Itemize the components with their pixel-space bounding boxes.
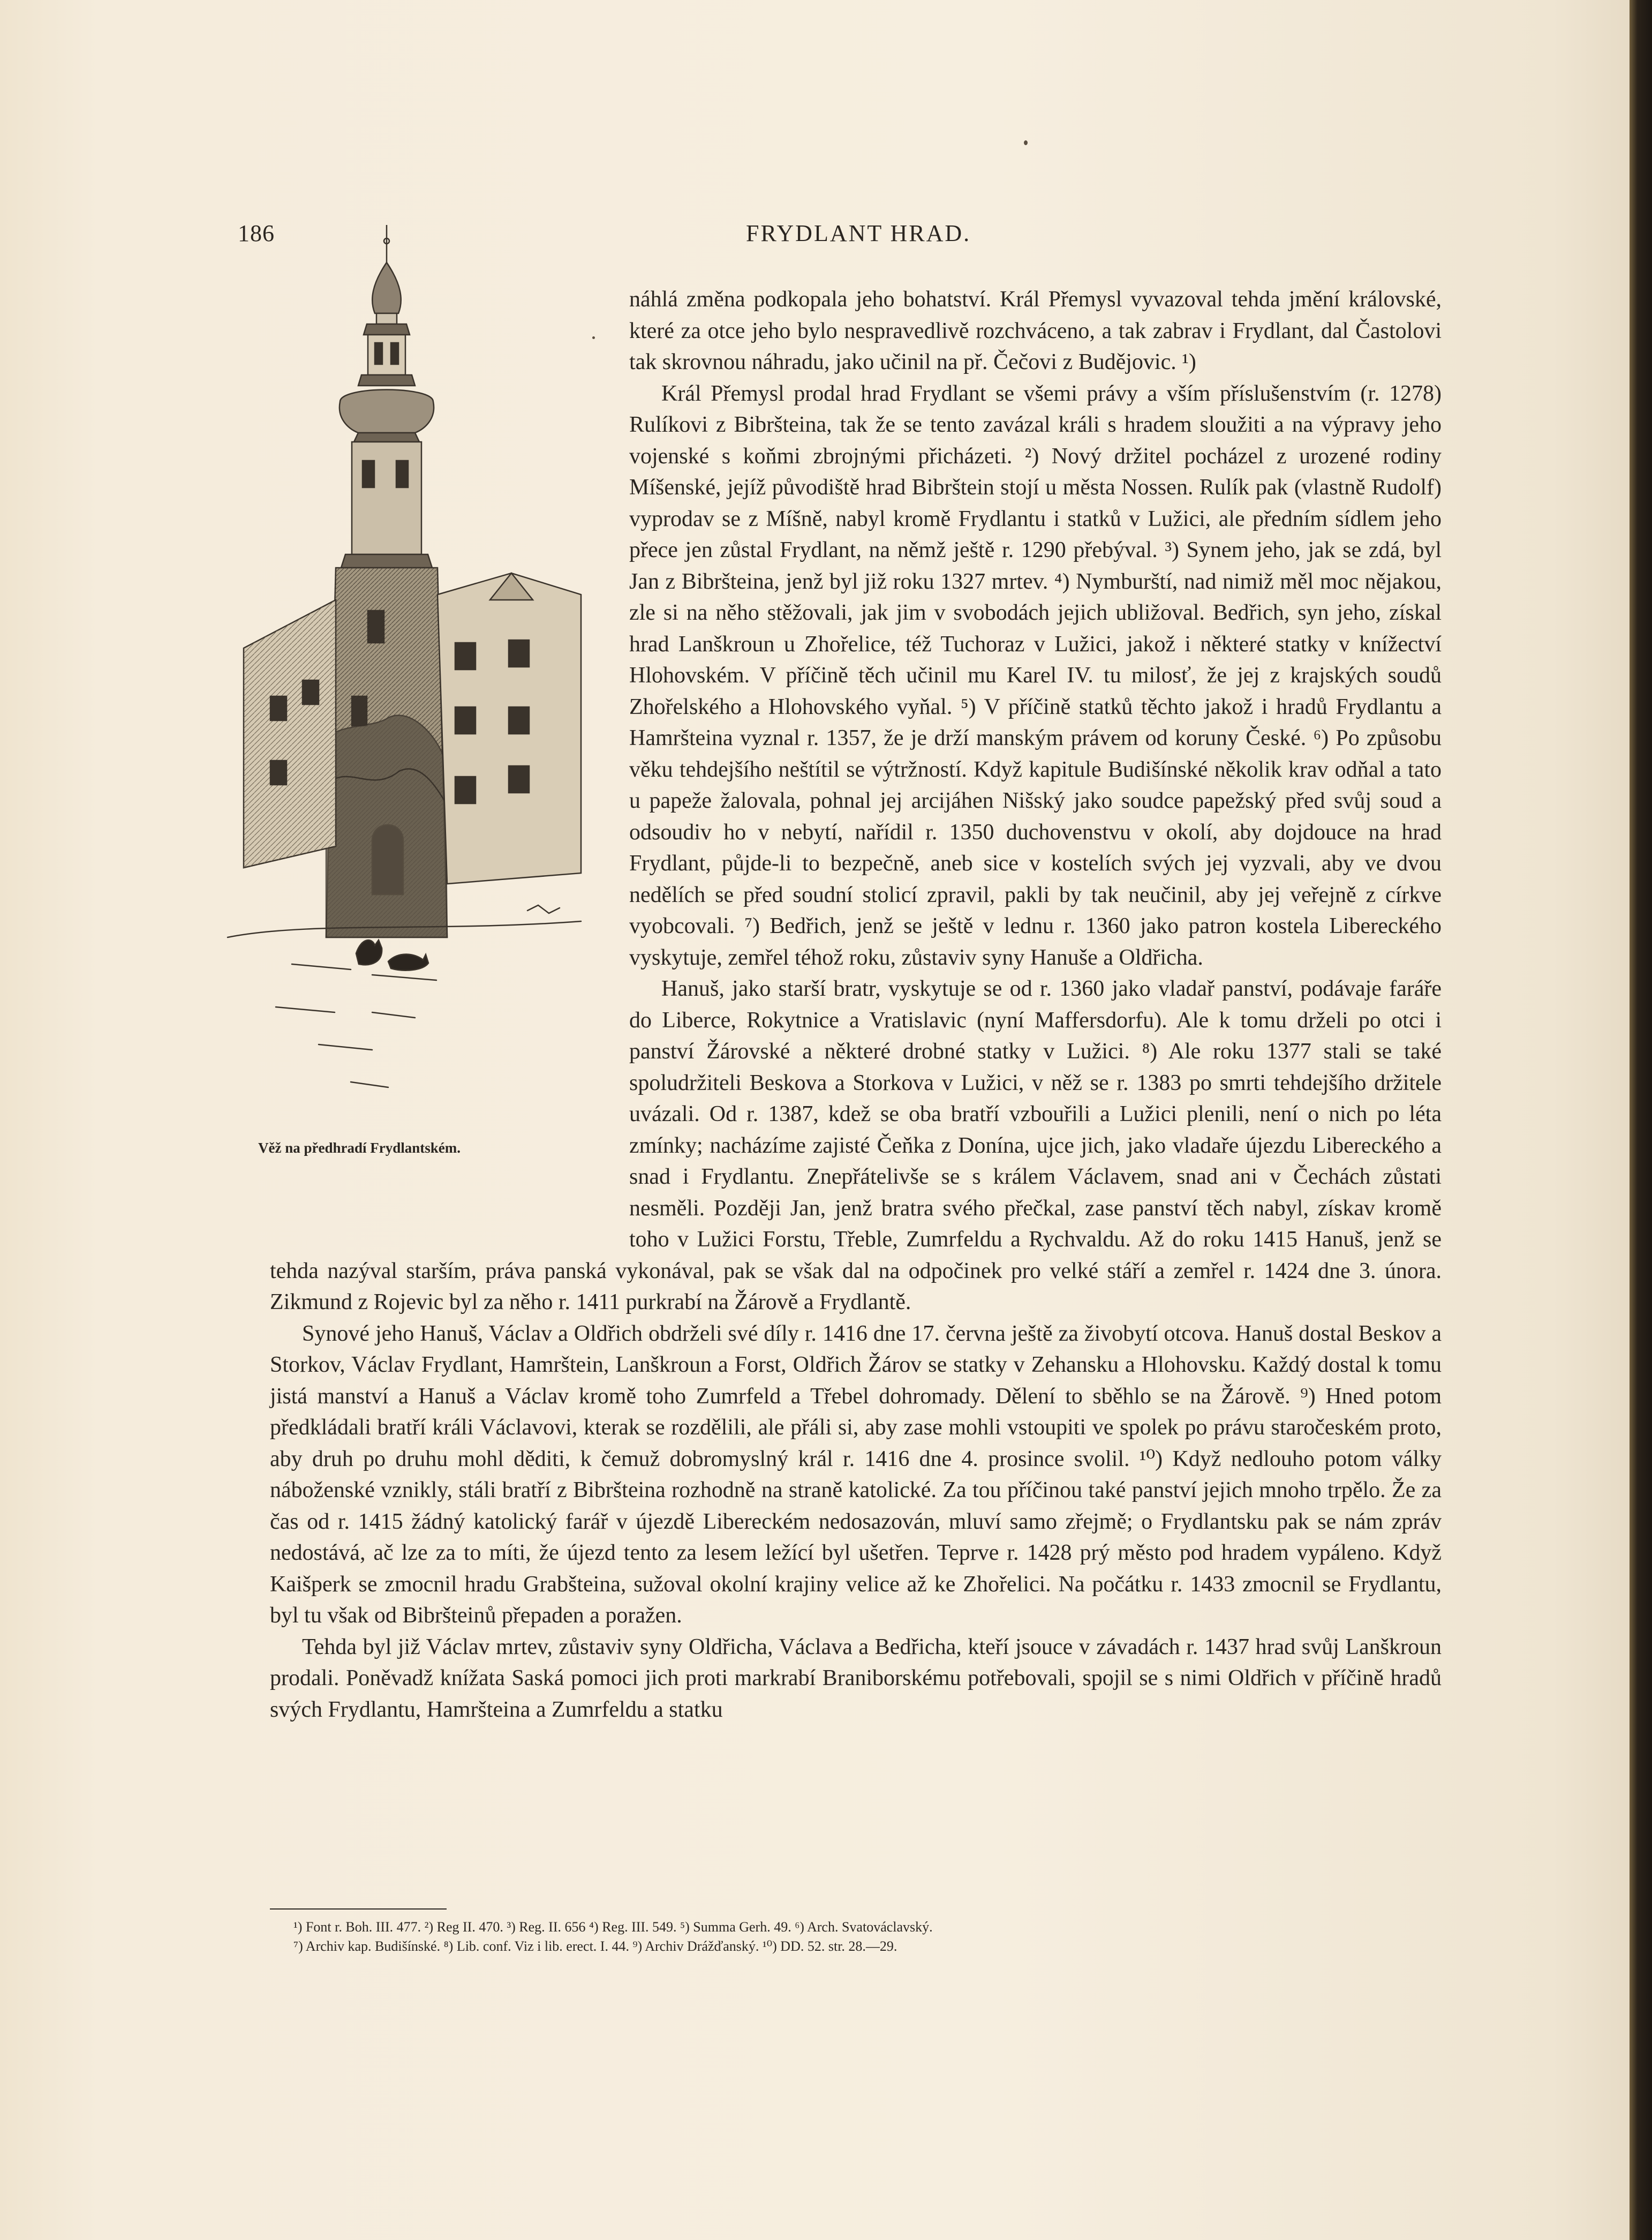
article-body	[270, 284, 1442, 1725]
page-number: 186	[238, 220, 275, 246]
footnote-line-1: ¹) Font r. Boh. III. 477. ²) Reg II. 470. ³) Reg. II. 656 ⁴) Reg. III. 549. ⁵) Summa Gerh. 49. ⁶) Arch. Svatováclavský.	[293, 1919, 933, 1935]
footnote-line-2: ⁷) Archiv kap. Budišínské. ⁸) Lib. conf. Viz i lib. erect. I. 44. ⁹) Archiv Drážďanský. ¹⁰) DD. 52. str. 28.—29.	[293, 1938, 897, 1954]
paragraph-4: Synové jeho Hanuš, Václav a Oldřich obdrželi své díly r. 1416 dne 17. června ještě za živobytí otcova. Hanuš dostal Beskov a Storkov, Václav Frydlant, Hamrštein, Lanškroun a Forst, Oldřich Žárov se statky v Zehansku a Hlohovsku. Každý dostal k tomu jistá manství a Hanuš a Václav kromě toho Zumrfeld a Třebel dohromady. Dělení to sběhlo se na Žárově. ⁹) Hned potom předkládali bratří králi Václavovi, kterak se rozdělili, ale přáli si, aby zase mohli vstoupiti ve spolek po právu staročeském proto, aby druh po druhu mohl děditi, k čemuž dobromyslný král r. 1416 dne 4. prosince svolil. ¹⁰) Když nedlouho potom války náboženské vznikly, stáli bratří z Bibršteina rozhodně na straně katolické. Za tou příčinou také panství jejich mnoho trpělo. Že za čas od r. 1415 žádný katolický farář v újezdě Libereckém nedosazován, mluví samo zřejmě; o Frydlantsku pak se nám zpráv nedostává, ač lze za to míti, že újezd tento za lesem ležící byl ušetřen. Teprve r. 1428 prý město pod hradem vypáleno. Když Kaišperk se zmocnil hradu Grabšteina, sužoval okolní krajiny velice až ke Zhořelici. Na počátku r. 1433 zmocnil se Frydlantu, byl tu však od Bibršteinů přepaden a poražen.	[270, 1321, 1442, 1628]
paragraph-1: náhlá změna podkopala jeho bohatství. Král Přemysl vyvazoval tehda jmění královské, které za otce jeho bylo nespravedlivě rozchváceno, a tak zabrav i Frydlant, dal Častolovi tak skrovnou náhradu, jako učinil na př. Čečovi z Budějovic. ¹)	[629, 287, 1442, 374]
running-head: FRYDLANT HRAD.	[746, 220, 971, 246]
footnote-rule	[270, 1908, 447, 1910]
figure-spacer	[270, 284, 629, 1243]
paragraph-3: Hanuš, jako starší bratr, vyskytuje se od r. 1360 jako vladař panství, podávaje faráře do Liberce, Rokytnice a Vratislavic (nyní Maffersdorfu). Ale k tomu drželi po otci i panství Žárovské a některé drobné statky v Lužici. ⁸) Ale roku 1377 stali se také spoludržiteli Beskova a Storkova v Lužici, v něž se r. 1383 po smrti tehdejšího držitele uvázali. Od r. 1387, kdež se oba bratří vzbouřili a Lužici plenili, není o nich po léta zmínky; nacházíme zajisté Čeňka z Donína, ujce jich, jako vladaře újezdu Libereckého a snad i Frydlantu. Znepřátelivše se s králem Václavem, snad ani v Čechách zůstati nesměli. Později Jan, jenž bratra svého přečkal, zase panství těch nabyl, získav kromě toho v Lužici Forstu, Třeble, Zumrfeldu a Rychvaldu. Až do roku 1415 Hanuš, jenž se tehda nazýval starším, práva panská vykonával, pak se však dal na odpočinek pro velké stáří a zemřel r. 1424 dne 3. února. Zikmund z Rojevic byl za něho r. 1411 purkrabí na Žárově a Frydlantě.	[270, 976, 1442, 1314]
book-spine-edge	[1630, 0, 1652, 2240]
footnotes	[293, 1918, 1439, 1956]
ink-speck	[1024, 140, 1028, 145]
paragraph-2: Král Přemysl prodal hrad Frydlant se všemi právy a vším příslušenstvím (r. 1278) Rulíkovi z Bibršteina, tak že se tento zavázal králi s hradem sloužiti a na výpravy jeho vojenské s koňmi zbrojnými přicházeti. ²) Nový držitel pocházel z urozené rodiny Míšenské, jejíž původiště hrad Bibrštein stojí u města Nossen. Rulík pak (vlastně Rudolf) vyprodav se z Míšně, nabyl kromě Frydlantu i statků v Lužici, ale předním sídlem jeho přece jen zůstal Frydlant, na němž ještě r. 1290 přebýval. ³) Synem jeho, jak se zdá, byl Jan z Bibršteina, jenž byl již roku 1327 mrtev. ⁴) Nymburští, nad nimiž měl moc nějakou, zle si na něho stěžovali, jak jim v svobodách jejich ubližoval. Bedřich, syn jeho, získal hrad Lanškroun u Zhořelice, též Tuchoraz v Lužici, jakož i některé statky v knížectví Hlohovském. V příčině těch učinil mu Karel IV. tu milosť, že jej z krajských soudů Zhořelského a Hlohovského vyňal. ⁵) V příčině statků těchto jakož i hradů Frydlantu a Hamršteina vyznal r. 1357, že je drží manským právem od koruny České. ⁶) Po způsobu věku tehdejšího neštítil se výtržností. Když kapitule Budišínské několik krav odňal a tato u papeže žalovala, pohnal jej arcijáhen Nišský jako soudce papežský před svůj soud a odsoudiv ho v nebytí, nařídil r. 1350 duchovenstvu v okolí, aby dojdouce na hrad Frydlant, půjde-li to bezpečně, aneb sice v kostelích svých jej vyzvali, aby ve dvou nedělích se před soudní stolicí zpravil, pakli by tak neučinil, aby jej veřejně z církve vyobcovali. ⁷) Bedřich, jenž se ještě v lednu r. 1360 jako patron kostela Libereckého vyskytuje, zemřel téhož roku, zůstaviv syny Hanuše a Oldřicha.	[629, 381, 1442, 970]
figure-caption: Věž na předhradí Frydlantském.	[258, 1140, 461, 1156]
paragraph-5: Tehda byl již Václav mrtev, zůstaviv syny Oldřicha, Václava a Bedřicha, kteří jsouce v závadách r. 1437 hrad svůj Lanškroun prodali. Poněvadž knížata Saská pomoci jich proti markrabí Braniborskému potřebovali, spojil se s nimi Oldřich v příčině hradů svých Frydlantu, Hamršteina a Zumrfeldu a statku	[270, 1634, 1442, 1722]
